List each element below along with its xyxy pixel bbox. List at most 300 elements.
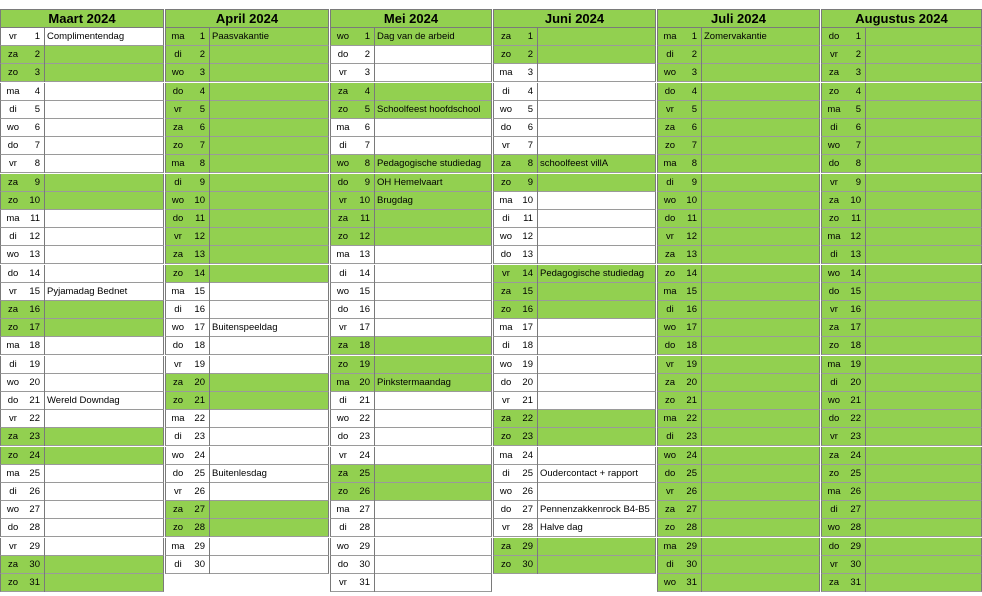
day-row[interactable] xyxy=(165,392,329,410)
day-row[interactable] xyxy=(0,101,164,119)
event-cell[interactable] xyxy=(209,538,328,556)
event-cell[interactable] xyxy=(865,246,981,264)
day-row[interactable] xyxy=(821,64,982,82)
event-cell[interactable] xyxy=(374,574,491,592)
day-row[interactable] xyxy=(657,319,820,337)
event-cell[interactable] xyxy=(701,119,819,137)
day-row[interactable] xyxy=(493,137,656,155)
day-row[interactable] xyxy=(0,64,164,82)
day-row[interactable] xyxy=(493,447,656,465)
day-row[interactable] xyxy=(493,501,656,519)
day-row[interactable] xyxy=(0,392,164,410)
event-cell[interactable] xyxy=(701,319,819,337)
day-row[interactable] xyxy=(330,83,492,101)
day-row[interactable] xyxy=(821,210,982,228)
event-cell[interactable] xyxy=(865,392,981,410)
event-cell[interactable] xyxy=(865,119,981,137)
day-row[interactable] xyxy=(657,265,820,283)
event-cell[interactable] xyxy=(44,46,163,64)
day-row[interactable] xyxy=(330,301,492,319)
day-row[interactable] xyxy=(493,519,656,537)
event-cell[interactable] xyxy=(701,83,819,101)
event-cell[interactable] xyxy=(537,119,655,137)
event-cell[interactable] xyxy=(374,337,491,355)
event-cell[interactable] xyxy=(44,64,163,82)
day-row[interactable] xyxy=(0,28,164,46)
event-cell[interactable] xyxy=(374,356,491,374)
day-row[interactable] xyxy=(493,228,656,246)
event-cell[interactable] xyxy=(44,210,163,228)
event-cell[interactable] xyxy=(374,228,491,246)
event-cell[interactable]: OH Hemelvaart xyxy=(374,174,491,192)
day-row[interactable] xyxy=(493,210,656,228)
event-cell[interactable] xyxy=(865,374,981,392)
event-cell[interactable] xyxy=(537,301,655,319)
event-cell[interactable] xyxy=(209,501,328,519)
day-row[interactable] xyxy=(165,228,329,246)
event-cell[interactable]: Complimentendag xyxy=(44,28,163,46)
event-cell[interactable] xyxy=(209,283,328,301)
event-cell[interactable] xyxy=(865,210,981,228)
event-cell[interactable] xyxy=(865,410,981,428)
day-row[interactable] xyxy=(165,119,329,137)
event-cell[interactable] xyxy=(865,192,981,210)
day-row[interactable] xyxy=(821,28,982,46)
day-row[interactable] xyxy=(0,155,164,173)
day-row[interactable] xyxy=(330,483,492,501)
day-row[interactable] xyxy=(330,46,492,64)
day-row[interactable] xyxy=(165,210,329,228)
day-row[interactable] xyxy=(0,574,164,592)
event-cell[interactable] xyxy=(537,83,655,101)
day-row[interactable] xyxy=(330,64,492,82)
event-cell[interactable] xyxy=(537,410,655,428)
event-cell[interactable] xyxy=(374,265,491,283)
day-row[interactable] xyxy=(330,101,492,119)
day-row[interactable] xyxy=(0,428,164,446)
day-row[interactable] xyxy=(0,337,164,355)
day-row[interactable] xyxy=(821,83,982,101)
day-row[interactable] xyxy=(165,556,329,574)
day-row[interactable] xyxy=(0,46,164,64)
day-row[interactable] xyxy=(657,101,820,119)
day-row[interactable] xyxy=(493,101,656,119)
day-row[interactable] xyxy=(165,519,329,537)
day-row[interactable] xyxy=(165,137,329,155)
event-cell[interactable] xyxy=(374,301,491,319)
day-row[interactable] xyxy=(330,210,492,228)
day-row[interactable] xyxy=(493,246,656,264)
day-row[interactable] xyxy=(821,519,982,537)
day-row[interactable] xyxy=(165,246,329,264)
event-cell[interactable] xyxy=(44,465,163,483)
event-cell[interactable] xyxy=(209,155,328,173)
event-cell[interactable] xyxy=(537,46,655,64)
day-row[interactable] xyxy=(821,337,982,355)
day-row[interactable] xyxy=(493,483,656,501)
day-row[interactable] xyxy=(0,356,164,374)
day-row[interactable] xyxy=(330,119,492,137)
event-cell[interactable] xyxy=(374,83,491,101)
day-row[interactable] xyxy=(330,428,492,446)
event-cell[interactable] xyxy=(374,119,491,137)
day-row[interactable] xyxy=(165,64,329,82)
event-cell[interactable] xyxy=(865,265,981,283)
event-cell[interactable] xyxy=(865,556,981,574)
event-cell[interactable] xyxy=(537,483,655,501)
event-cell[interactable] xyxy=(209,174,328,192)
event-cell[interactable] xyxy=(865,28,981,46)
event-cell[interactable] xyxy=(701,447,819,465)
day-row[interactable] xyxy=(0,119,164,137)
event-cell[interactable] xyxy=(374,538,491,556)
day-row[interactable] xyxy=(330,356,492,374)
event-cell[interactable] xyxy=(701,174,819,192)
event-cell[interactable] xyxy=(701,556,819,574)
event-cell[interactable] xyxy=(374,246,491,264)
day-row[interactable] xyxy=(821,301,982,319)
day-row[interactable] xyxy=(165,483,329,501)
day-row[interactable] xyxy=(821,228,982,246)
day-row[interactable] xyxy=(657,410,820,428)
day-row[interactable] xyxy=(821,174,982,192)
event-cell[interactable] xyxy=(374,483,491,501)
day-row[interactable] xyxy=(165,337,329,355)
event-cell[interactable] xyxy=(44,519,163,537)
day-row[interactable] xyxy=(330,501,492,519)
day-row[interactable] xyxy=(165,410,329,428)
day-row[interactable] xyxy=(821,356,982,374)
day-row[interactable] xyxy=(657,538,820,556)
event-cell[interactable] xyxy=(209,356,328,374)
day-row[interactable] xyxy=(330,28,492,46)
day-row[interactable] xyxy=(821,465,982,483)
day-row[interactable] xyxy=(657,574,820,592)
event-cell[interactable] xyxy=(209,137,328,155)
day-row[interactable] xyxy=(330,519,492,537)
day-row[interactable] xyxy=(165,192,329,210)
day-row[interactable] xyxy=(493,556,656,574)
day-row[interactable] xyxy=(657,174,820,192)
event-cell[interactable] xyxy=(701,101,819,119)
day-row[interactable] xyxy=(657,337,820,355)
event-cell[interactable] xyxy=(209,119,328,137)
event-cell[interactable] xyxy=(209,301,328,319)
event-cell[interactable] xyxy=(701,192,819,210)
event-cell[interactable] xyxy=(44,246,163,264)
day-row[interactable] xyxy=(657,356,820,374)
event-cell[interactable] xyxy=(374,210,491,228)
day-row[interactable] xyxy=(821,501,982,519)
day-row[interactable] xyxy=(0,556,164,574)
event-cell[interactable] xyxy=(209,192,328,210)
event-cell[interactable] xyxy=(209,46,328,64)
day-row[interactable] xyxy=(330,192,492,210)
day-row[interactable] xyxy=(0,519,164,537)
event-cell[interactable] xyxy=(537,556,655,574)
event-cell[interactable]: Pyjamadag Bednet xyxy=(44,283,163,301)
day-row[interactable] xyxy=(165,356,329,374)
day-row[interactable] xyxy=(821,410,982,428)
day-row[interactable] xyxy=(657,556,820,574)
event-cell[interactable] xyxy=(209,428,328,446)
day-row[interactable] xyxy=(330,574,492,592)
event-cell[interactable] xyxy=(44,228,163,246)
day-row[interactable] xyxy=(657,447,820,465)
event-cell[interactable] xyxy=(44,319,163,337)
event-cell[interactable] xyxy=(209,556,328,574)
day-row[interactable] xyxy=(657,228,820,246)
day-row[interactable] xyxy=(657,301,820,319)
day-row[interactable] xyxy=(0,374,164,392)
event-cell[interactable] xyxy=(537,101,655,119)
day-row[interactable] xyxy=(493,46,656,64)
event-cell[interactable] xyxy=(865,574,981,592)
event-cell[interactable] xyxy=(701,46,819,64)
event-cell[interactable] xyxy=(209,83,328,101)
event-cell[interactable] xyxy=(209,265,328,283)
event-cell[interactable]: Brugdag xyxy=(374,192,491,210)
event-cell[interactable] xyxy=(865,501,981,519)
event-cell[interactable] xyxy=(44,483,163,501)
event-cell[interactable] xyxy=(701,64,819,82)
day-row[interactable] xyxy=(165,46,329,64)
event-cell[interactable] xyxy=(209,519,328,537)
event-cell[interactable] xyxy=(865,174,981,192)
day-row[interactable] xyxy=(330,410,492,428)
day-row[interactable] xyxy=(493,374,656,392)
day-row[interactable] xyxy=(821,246,982,264)
day-row[interactable] xyxy=(493,410,656,428)
day-row[interactable] xyxy=(657,210,820,228)
event-cell[interactable] xyxy=(537,319,655,337)
event-cell[interactable] xyxy=(537,192,655,210)
event-cell[interactable] xyxy=(209,210,328,228)
day-row[interactable] xyxy=(657,246,820,264)
event-cell[interactable] xyxy=(44,574,163,592)
day-row[interactable] xyxy=(657,46,820,64)
event-cell[interactable] xyxy=(865,137,981,155)
event-cell[interactable] xyxy=(865,228,981,246)
day-row[interactable] xyxy=(165,83,329,101)
day-row[interactable] xyxy=(657,519,820,537)
event-cell[interactable] xyxy=(44,356,163,374)
event-cell[interactable] xyxy=(44,101,163,119)
event-cell[interactable] xyxy=(865,83,981,101)
event-cell[interactable] xyxy=(865,101,981,119)
day-row[interactable] xyxy=(0,301,164,319)
event-cell[interactable] xyxy=(44,301,163,319)
event-cell[interactable] xyxy=(374,519,491,537)
day-row[interactable] xyxy=(493,428,656,446)
day-row[interactable] xyxy=(821,538,982,556)
day-row[interactable] xyxy=(0,265,164,283)
day-row[interactable] xyxy=(165,283,329,301)
event-cell[interactable] xyxy=(865,483,981,501)
event-cell[interactable] xyxy=(374,137,491,155)
day-row[interactable] xyxy=(657,483,820,501)
day-row[interactable] xyxy=(330,392,492,410)
event-cell[interactable] xyxy=(865,319,981,337)
day-row[interactable] xyxy=(493,283,656,301)
event-cell[interactable]: Zomervakantie xyxy=(701,28,819,46)
day-row[interactable] xyxy=(657,137,820,155)
event-cell[interactable] xyxy=(865,64,981,82)
event-cell[interactable] xyxy=(44,174,163,192)
event-cell[interactable] xyxy=(44,501,163,519)
event-cell[interactable] xyxy=(209,337,328,355)
event-cell[interactable] xyxy=(701,283,819,301)
day-row[interactable] xyxy=(165,28,329,46)
day-row[interactable] xyxy=(821,319,982,337)
event-cell[interactable] xyxy=(865,538,981,556)
day-row[interactable] xyxy=(493,192,656,210)
event-cell[interactable] xyxy=(865,356,981,374)
day-row[interactable] xyxy=(330,538,492,556)
event-cell[interactable] xyxy=(701,374,819,392)
event-cell[interactable] xyxy=(374,46,491,64)
event-cell[interactable]: Halve dag xyxy=(537,519,655,537)
event-cell[interactable]: Buitenlesdag xyxy=(209,465,328,483)
event-cell[interactable] xyxy=(374,501,491,519)
day-row[interactable] xyxy=(0,174,164,192)
event-cell[interactable] xyxy=(537,374,655,392)
event-cell[interactable] xyxy=(44,337,163,355)
day-row[interactable] xyxy=(821,374,982,392)
day-row[interactable] xyxy=(165,155,329,173)
event-cell[interactable] xyxy=(701,392,819,410)
day-row[interactable] xyxy=(330,374,492,392)
day-row[interactable] xyxy=(821,265,982,283)
day-row[interactable] xyxy=(821,101,982,119)
day-row[interactable] xyxy=(330,137,492,155)
event-cell[interactable] xyxy=(537,64,655,82)
event-cell[interactable] xyxy=(701,137,819,155)
event-cell[interactable] xyxy=(865,155,981,173)
day-row[interactable] xyxy=(0,283,164,301)
day-row[interactable] xyxy=(0,483,164,501)
day-row[interactable] xyxy=(493,28,656,46)
event-cell[interactable]: schoolfeest villA xyxy=(537,155,655,173)
event-cell[interactable] xyxy=(701,155,819,173)
day-row[interactable] xyxy=(493,392,656,410)
event-cell[interactable] xyxy=(209,228,328,246)
day-row[interactable] xyxy=(821,119,982,137)
event-cell[interactable] xyxy=(865,428,981,446)
event-cell[interactable] xyxy=(209,447,328,465)
event-cell[interactable] xyxy=(865,301,981,319)
event-cell[interactable] xyxy=(44,83,163,101)
day-row[interactable] xyxy=(0,228,164,246)
event-cell[interactable] xyxy=(374,428,491,446)
event-cell[interactable] xyxy=(865,46,981,64)
day-row[interactable] xyxy=(657,28,820,46)
event-cell[interactable] xyxy=(701,228,819,246)
event-cell[interactable]: Schoolfeest hoofdschool xyxy=(374,101,491,119)
event-cell[interactable] xyxy=(209,374,328,392)
day-row[interactable] xyxy=(657,64,820,82)
event-cell[interactable] xyxy=(44,374,163,392)
day-row[interactable] xyxy=(0,137,164,155)
day-row[interactable] xyxy=(0,447,164,465)
event-cell[interactable] xyxy=(537,174,655,192)
event-cell[interactable]: Pedagogische studiedag xyxy=(537,265,655,283)
day-row[interactable] xyxy=(493,64,656,82)
event-cell[interactable] xyxy=(537,356,655,374)
day-row[interactable] xyxy=(493,356,656,374)
event-cell[interactable] xyxy=(209,483,328,501)
event-cell[interactable] xyxy=(537,246,655,264)
day-row[interactable] xyxy=(821,556,982,574)
event-cell[interactable] xyxy=(374,392,491,410)
day-row[interactable] xyxy=(330,174,492,192)
day-row[interactable] xyxy=(657,283,820,301)
day-row[interactable] xyxy=(165,265,329,283)
event-cell[interactable]: Pedagogische studiedag xyxy=(374,155,491,173)
event-cell[interactable] xyxy=(701,428,819,446)
event-cell[interactable]: Pinkstermaandag xyxy=(374,374,491,392)
event-cell[interactable] xyxy=(537,392,655,410)
event-cell[interactable] xyxy=(701,265,819,283)
day-row[interactable] xyxy=(165,174,329,192)
day-row[interactable] xyxy=(0,192,164,210)
event-cell[interactable] xyxy=(44,538,163,556)
day-row[interactable] xyxy=(165,428,329,446)
event-cell[interactable] xyxy=(537,337,655,355)
event-cell[interactable] xyxy=(865,447,981,465)
day-row[interactable] xyxy=(330,319,492,337)
event-cell[interactable] xyxy=(537,428,655,446)
day-row[interactable] xyxy=(657,392,820,410)
event-cell[interactable] xyxy=(701,574,819,592)
event-cell[interactable] xyxy=(44,410,163,428)
event-cell[interactable] xyxy=(701,465,819,483)
day-row[interactable] xyxy=(493,83,656,101)
event-cell[interactable] xyxy=(44,447,163,465)
event-cell[interactable]: Dag van de arbeid xyxy=(374,28,491,46)
day-row[interactable] xyxy=(657,155,820,173)
event-cell[interactable] xyxy=(537,447,655,465)
event-cell[interactable] xyxy=(209,410,328,428)
day-row[interactable] xyxy=(821,283,982,301)
day-row[interactable] xyxy=(821,428,982,446)
day-row[interactable] xyxy=(330,228,492,246)
day-row[interactable] xyxy=(821,574,982,592)
event-cell[interactable] xyxy=(537,137,655,155)
day-row[interactable] xyxy=(657,501,820,519)
event-cell[interactable] xyxy=(44,428,163,446)
day-row[interactable] xyxy=(330,155,492,173)
day-row[interactable] xyxy=(657,374,820,392)
event-cell[interactable] xyxy=(44,119,163,137)
event-cell[interactable] xyxy=(701,337,819,355)
day-row[interactable] xyxy=(493,337,656,355)
event-cell[interactable]: Paasvakantie xyxy=(209,28,328,46)
day-row[interactable] xyxy=(657,428,820,446)
event-cell[interactable] xyxy=(865,337,981,355)
day-row[interactable] xyxy=(0,210,164,228)
event-cell[interactable] xyxy=(701,356,819,374)
day-row[interactable] xyxy=(330,556,492,574)
event-cell[interactable] xyxy=(209,392,328,410)
event-cell[interactable] xyxy=(865,519,981,537)
event-cell[interactable] xyxy=(374,64,491,82)
day-row[interactable] xyxy=(493,265,656,283)
day-row[interactable] xyxy=(821,447,982,465)
day-row[interactable] xyxy=(330,283,492,301)
day-row[interactable] xyxy=(493,119,656,137)
day-row[interactable] xyxy=(0,410,164,428)
